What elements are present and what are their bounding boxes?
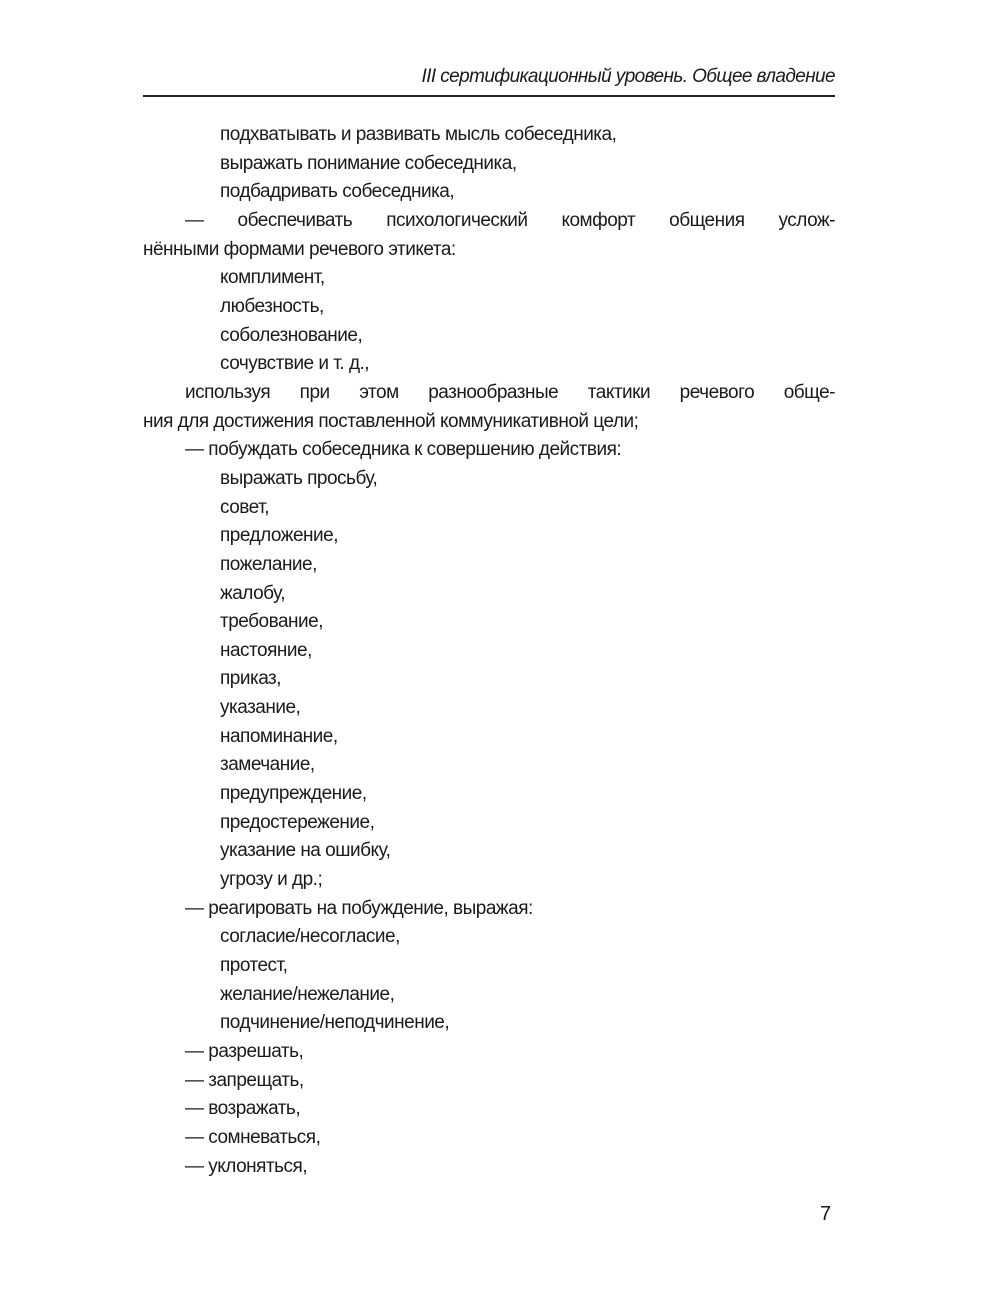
text-line: угрозу и др.; bbox=[220, 869, 323, 891]
text-line: предупреждение, bbox=[220, 783, 367, 805]
text-line: предложение, bbox=[220, 525, 338, 547]
text-line: пожелание, bbox=[220, 553, 317, 575]
text-line: — обеспечивать психологический комфорт общения услож- bbox=[185, 209, 835, 231]
header-rule bbox=[143, 95, 835, 97]
text-line: — разрешать, bbox=[185, 1041, 304, 1062]
text-line: желание/нежелание, bbox=[220, 983, 395, 1005]
page-body bbox=[143, 121, 835, 1181]
page-number: 7 bbox=[820, 1203, 832, 1225]
text-line: предостережение, bbox=[220, 811, 375, 833]
text-line: настояние, bbox=[220, 639, 312, 661]
text-line: подхватывать и развивать мысль собеседника, bbox=[220, 124, 617, 145]
text-line: используя при этом разнообразные тактики речевого обще- bbox=[185, 381, 835, 403]
running-header: III сертификационный уровень. Общее владение bbox=[421, 66, 835, 87]
text-line: выражать понимание собеседника, bbox=[220, 152, 517, 174]
text-line: напоминание, bbox=[220, 725, 338, 747]
text-line: требование, bbox=[220, 611, 323, 633]
text-line: указание, bbox=[220, 697, 301, 719]
text-line: выражать просьбу, bbox=[220, 467, 378, 489]
text-line: указание на ошибку, bbox=[220, 840, 391, 862]
text-line: согласие/несогласие, bbox=[220, 926, 400, 948]
text-line: — сомневаться, bbox=[185, 1126, 321, 1148]
text-line: соболезнование, bbox=[220, 324, 363, 346]
text-line: протест, bbox=[220, 955, 288, 977]
text-line: жалобу, bbox=[220, 582, 285, 604]
text-line: приказ, bbox=[220, 668, 282, 690]
text-line: совет, bbox=[220, 496, 269, 518]
text-line: подбадривать собеседника, bbox=[220, 181, 455, 203]
text-line: — уклоняться, bbox=[185, 1155, 308, 1177]
text-line: замечание, bbox=[220, 754, 315, 776]
text-line: сочувствие и т. д., bbox=[220, 353, 370, 375]
text-line: нёнными формами речевого этикета: bbox=[143, 238, 456, 260]
text-line: — побуждать собеседника к совершению действия: bbox=[185, 439, 622, 461]
text-line: — запрещать, bbox=[185, 1069, 304, 1091]
text-line: ния для достижения поставленной коммуникативной цели; bbox=[143, 410, 639, 432]
text-line: подчинение/неподчинение, bbox=[220, 1012, 450, 1034]
text-line: — возражать, bbox=[185, 1098, 301, 1120]
text-line: — реагировать на побуждение, выражая: bbox=[185, 897, 533, 919]
text-line: любезность, bbox=[220, 295, 324, 317]
text-line: комплимент, bbox=[220, 267, 325, 289]
